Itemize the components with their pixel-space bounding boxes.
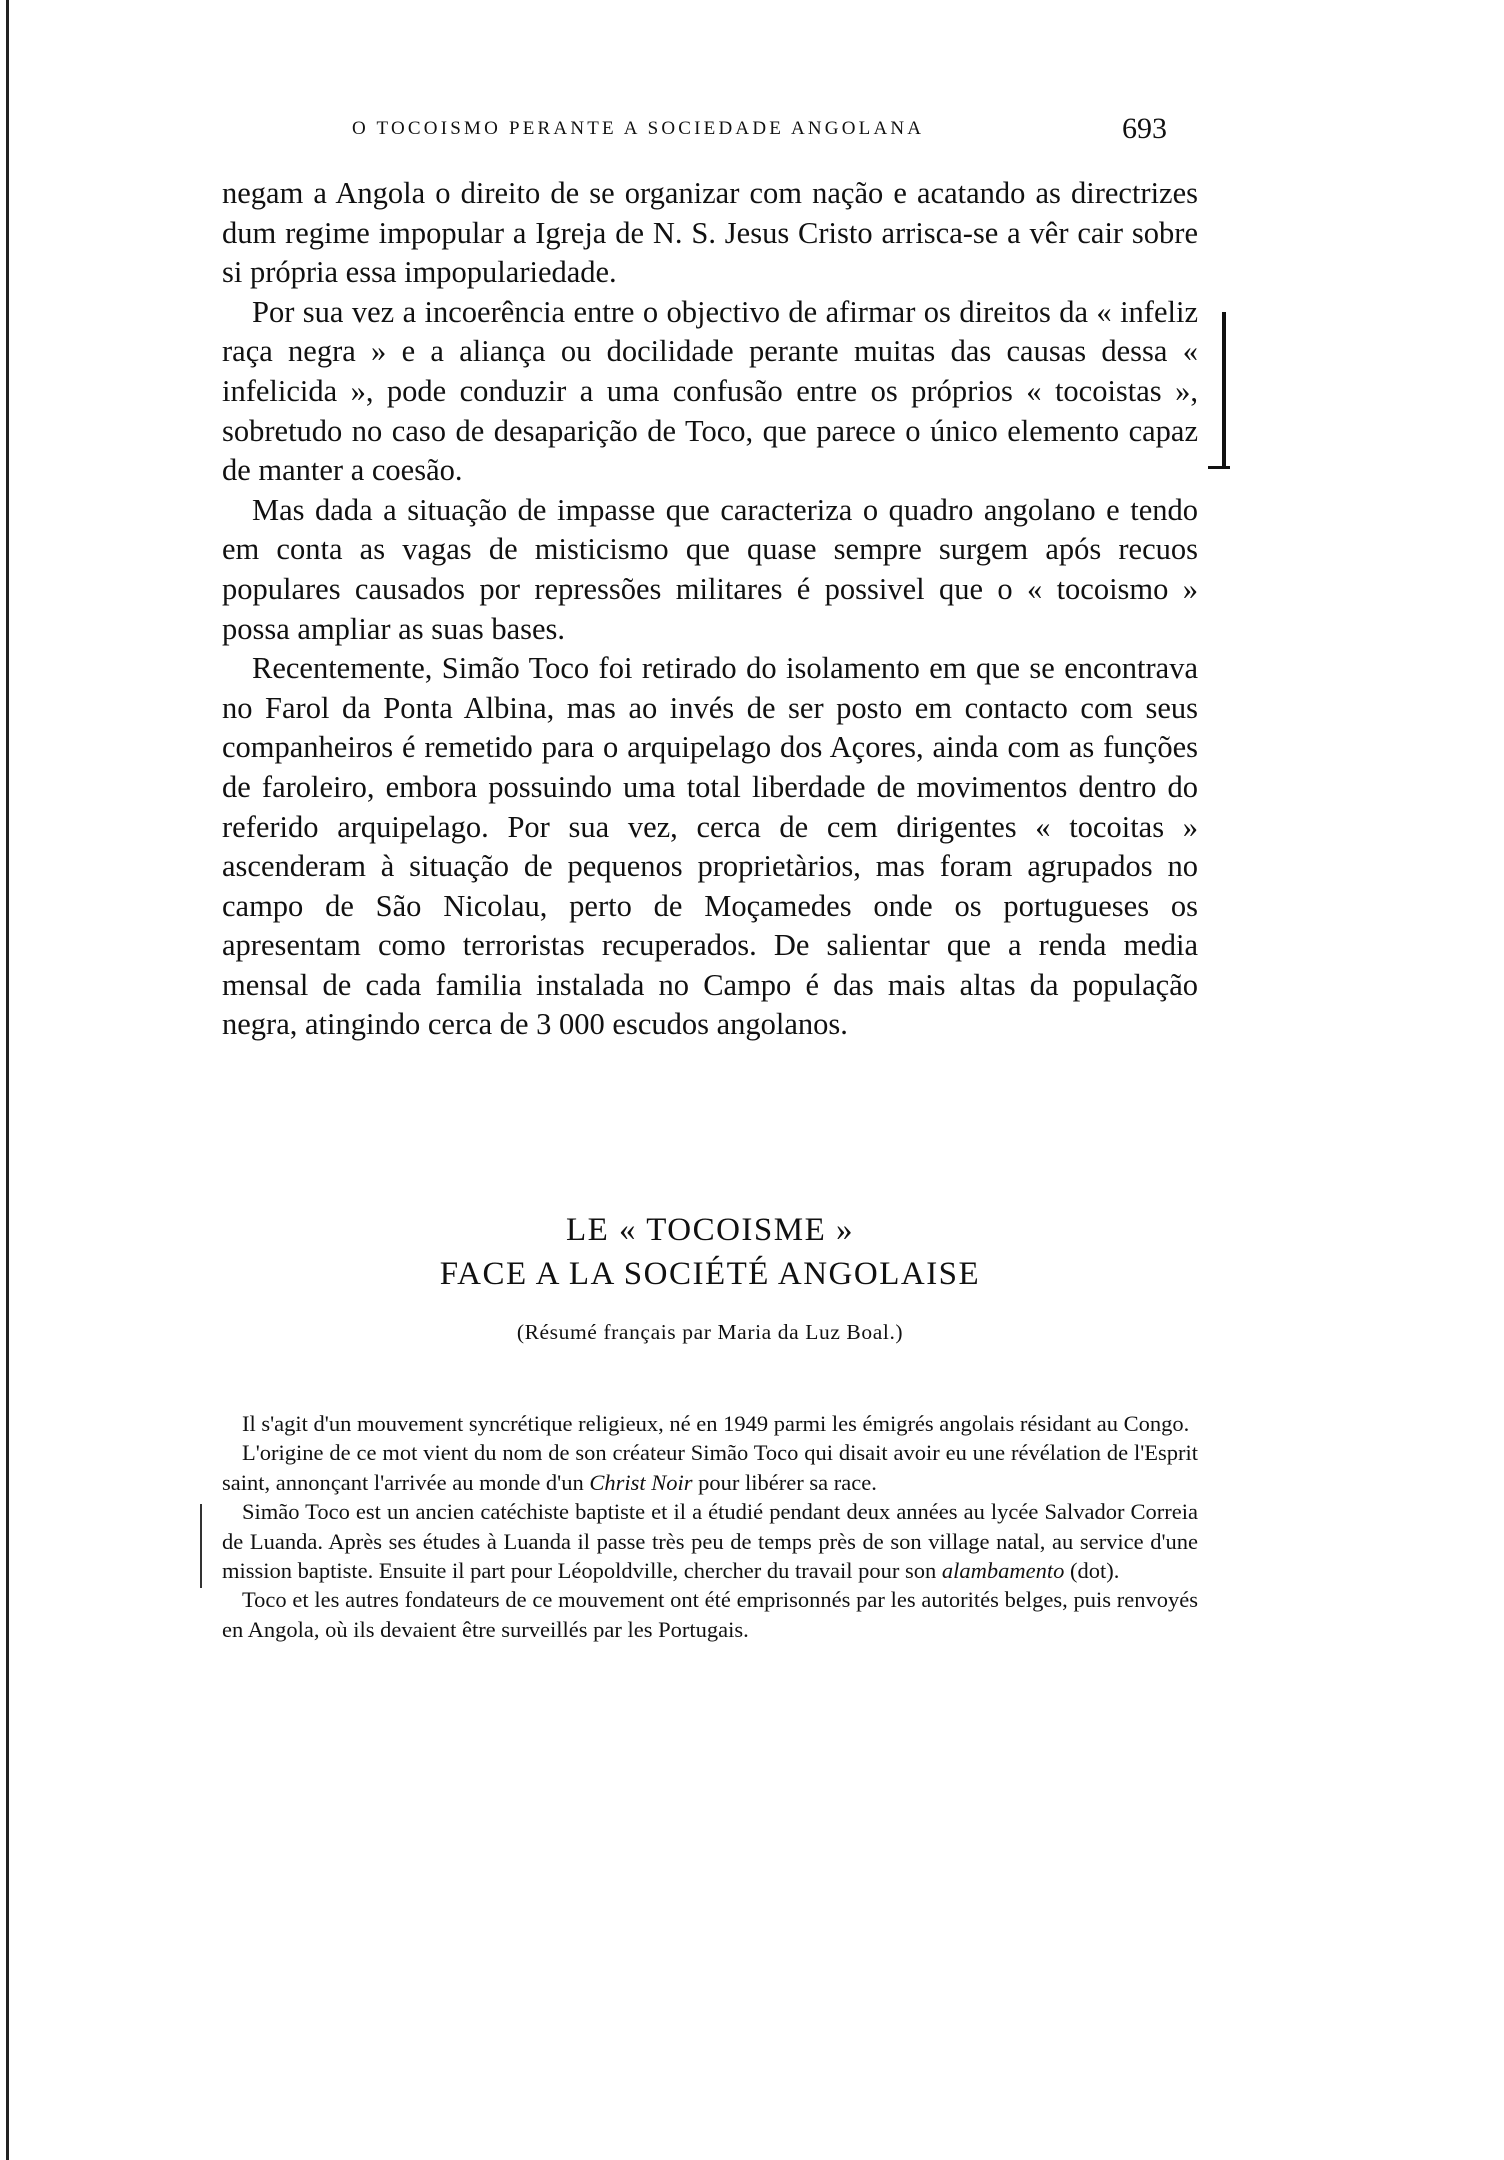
body-paragraph: Por sua vez a incoerência entre o objectivo de afirmar os direitos da « infeliz raça negra » e a aliança ou docilidade perante muitas das causas dessa « infelicida », pode conduzir a uma confusão entre os próprios « tocoistas », sobretudo no caso de desaparição de Toco, que parece o único elemento capaz de manter a coesão. xyxy=(222,294,1198,488)
body-paragraph: negam a Angola o direito de se organizar com nação e acatando as directrizes dum regime impopular a Igreja de N. S. Jesus Cristo arrisca-se a vêr cair sobre si própria essa impopulariedade. xyxy=(222,176,1198,290)
summary-paragraph xyxy=(222,1497,1198,1585)
title-line-2: FACE A LA SOCIÉTÉ ANGOLAISE xyxy=(439,1256,981,1292)
summary-paragraph: Toco et les autres fondateurs de ce mouvement ont été emprisonnés par les autorités belges, puis renvoyés en Angola, où ils devaient être surveillés par les Portugais. xyxy=(222,1587,1198,1642)
french-summary xyxy=(222,1409,1198,1644)
summary-credit: (Résumé français par Maria da Luz Boal.) xyxy=(516,1320,904,1344)
running-head: O TOCOISMO PERANTE A SOCIEDADE ANGOLANA xyxy=(352,118,925,139)
summary-text-run: Simão Toco est un ancien catéchiste baptiste et il a étudié pendant deux années au lycée Salvador Correia de Luanda. Après ses études à Luanda il passe très peu de temps près de son village natal, au service d'une mission baptiste. Ensuite il part pour Léopoldville, chercher du travail pour son xyxy=(222,1499,1198,1584)
margin-bracket-mark xyxy=(200,1504,212,1588)
title-line-1: LE « TOCOISME » xyxy=(565,1212,855,1248)
summary-paragraph: Il s'agit d'un mouvement syncrétique religieux, né en 1949 parmi les émigrés angolais résidant au Congo. xyxy=(242,1411,1190,1436)
body-paragraph: Recentemente, Simão Toco foi retirado do isolamento em que se encontrava no Farol da Ponta Albina, mas ao invés de ser posto em contacto com seus companheiros é remetido para o arquipelago dos Açores, ainda com as funções de faroleiro, embora possuindo uma total liberdade de movimentos dentro do referido arquipelago. Por sua vez, cerca de cem dirigentes « tocoitas » ascenderam à situação de pequenos proprietàrios, mas foram agrupados no campo de São Nicolau, perto de Moçamedes onde os portugueses os apresentam como terroristas recuperados. De salientar que a renda media mensal de cada familia instalada no Campo é das mais altas da população negra, atingindo cerca de 3 000 escudos angolanos. xyxy=(222,651,1198,1042)
summary-paragraph xyxy=(222,1438,1198,1497)
margin-mark-foot xyxy=(1208,466,1230,469)
summary-text-run: (dot). xyxy=(1064,1558,1120,1584)
summary-text-run: pour libérer sa race. xyxy=(692,1469,877,1495)
italic-term: alambamento xyxy=(941,1558,1065,1584)
body-paragraph: Mas dada a situação de impasse que caracteriza o quadro angolano e tendo em conta as vagas de misticismo que quase sempre surgem após recuos populares causados por repressões militares é possivel que o « tocoismo » possa ampliar as suas bases. xyxy=(222,492,1198,646)
french-section-title xyxy=(222,1208,1198,1296)
page-number: 693 xyxy=(1122,112,1167,145)
italic-term: Christ Noir xyxy=(589,1469,693,1495)
summary-text-run: L'origine de ce mot vient du nom de son créateur Simão Toco qui disait avoir eu une révélation de l'Esprit saint, annonçant l'arrivée au monde d'un xyxy=(222,1440,1198,1495)
margin-mark-bar xyxy=(1222,312,1226,468)
page-edge-line xyxy=(6,0,9,2160)
portuguese-body xyxy=(222,174,1198,1045)
